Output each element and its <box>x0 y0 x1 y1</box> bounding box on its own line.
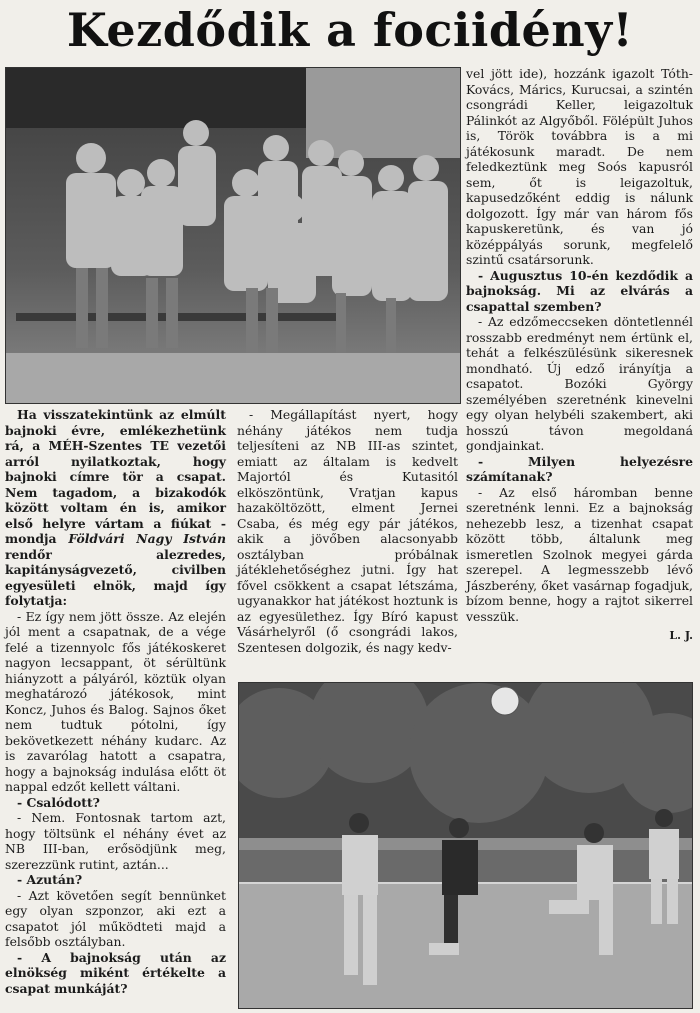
col3-paragraph-1: vel jött ide), hozzánk igazolt Tóth-Kovács, Márics, Kurucsai, a szintén csongrádi Keller, leigazoltuk Pálinkót az Algyőből. Fölépült Juhos is, Török továbbra is a mi játékosunk maradt. De nem feledkeztünk meg Soós kapusról sem, őt is leigazoltuk, kapusedzőként eddig is nálunk dolgozott. Így már van három fős kapuskeretünk, és van jó középpályás sorunk, megfelelő szintű csatársorunk. <box>466 66 693 267</box>
col3-paragraph-3: - Az első háromban benne szeretnénk lenni. Ez a bajnokság nehezebb lesz, a tizenhat csapat között több, általunk meg ismeretlen Szolnok megyei gárda szerepel. A legmesszebb lévő Jászberény, őket vasárnap fogadjuk, bízom benne, hogy a rajtot sikerrel vesszük. <box>466 484 693 624</box>
col1-question-3: - A bajnokság után az elnökség miként értékelte a csapat munkáját? <box>5 949 226 996</box>
spectators-photo <box>5 67 461 404</box>
col2-paragraph-1: - Megállapítást nyert, hogy néhány játékos nem tudja teljesíteni az NB III-as szintet, emiatt az általam is kedvelt Majortól és Kutasitól elköszöntünk, Vratjan kapus hazaköltözött, elment Jernei Csaba, és még egy pár játékos, akik a jövőben alacsonyabb osztályban próbálnak játéklehetőséghez jutni. Így hat fővel csökkent a csapat létszáma, ugyanakkor hat játékost hoztunk is az egyesülethez. Így Bíró kapust Vásárhelyről (ő csongrádi lakos, Szentesen dolgozik, és nagy kedv- <box>237 407 458 655</box>
col1-paragraph-3: - Azt követően segít bennünket egy olyan szponzor, aki ezt a csapatot jól működteti majd a felsőbb osztályban. <box>5 887 226 949</box>
lead-paragraph <box>5 407 226 609</box>
col1-paragraph-1: - Ez így nem jött össze. Az elején jól ment a csapatnak, de a vége felé a tizennyolc fős játékoskeret nagyon lecsappant, öt sérültünk hiányzott a pályáról, köztük olyan meghatározó játékosok, mint Koncz, Juhos és Balog. Sajnos őket nem tudtuk pótolni, így bekövetkezett néhány kudarc. Az is zavarólag hatott a csapatra, hogy a bajnokság indulása előtt öt nappal edzőt kellett váltani. <box>5 608 226 794</box>
interviewee-name: Földvári Nagy István <box>68 531 226 546</box>
author-signature: L. J. <box>669 629 693 642</box>
col3-paragraph-2: - Az edzőmeccseken döntetlennél rosszabb eredményt nem értünk el, tehát a felkészülésünk sikeresnek mondható. Új edző irányítja a csapatot. Bozóki György személyében szeretnénk kinevelni egy olyan helybéli szakembert, aki hosszú távon megoldaná gondjainkat. <box>466 314 693 453</box>
column-1 <box>5 407 226 996</box>
column-3 <box>466 66 693 644</box>
football-match-photo <box>238 682 693 1009</box>
column-2 <box>237 407 458 655</box>
col3-question-1: - Augusztus 10-én kezdődik a bajnokság. Mi az elvárás a csapattal szemben? <box>466 267 693 314</box>
col3-question-2: - Milyen helyezésre számítanak? <box>466 453 693 484</box>
lead-text: Ha visszatekintünk az elmúlt bajnoki évre, emlékezhetünk rá, a MÉH-Szentes TE vezetői arról nyilatkoztak, hogy bajnoki címre tör a csapat. Nem tagadom, a bizakodók között voltam én is, amikor első helyre vártam a fiúkat - mondja <box>5 407 226 546</box>
article-headline: Kezdődik a fociidény! <box>66 3 634 57</box>
col1-question-1: - Csalódott? <box>17 794 100 810</box>
col1-paragraph-2: - Nem. Fontosnak tartom azt, hogy töltsünk el néhány évet az NB III-ban, erősödjünk meg, szerezzünk rutint, aztán... <box>5 810 226 872</box>
lead-text-end: rendőr alezredes, kapitányságvezető, civilben egyesületi elnök, majd így folytatja: <box>5 546 226 608</box>
col1-question-2: - Azután? <box>17 872 83 887</box>
